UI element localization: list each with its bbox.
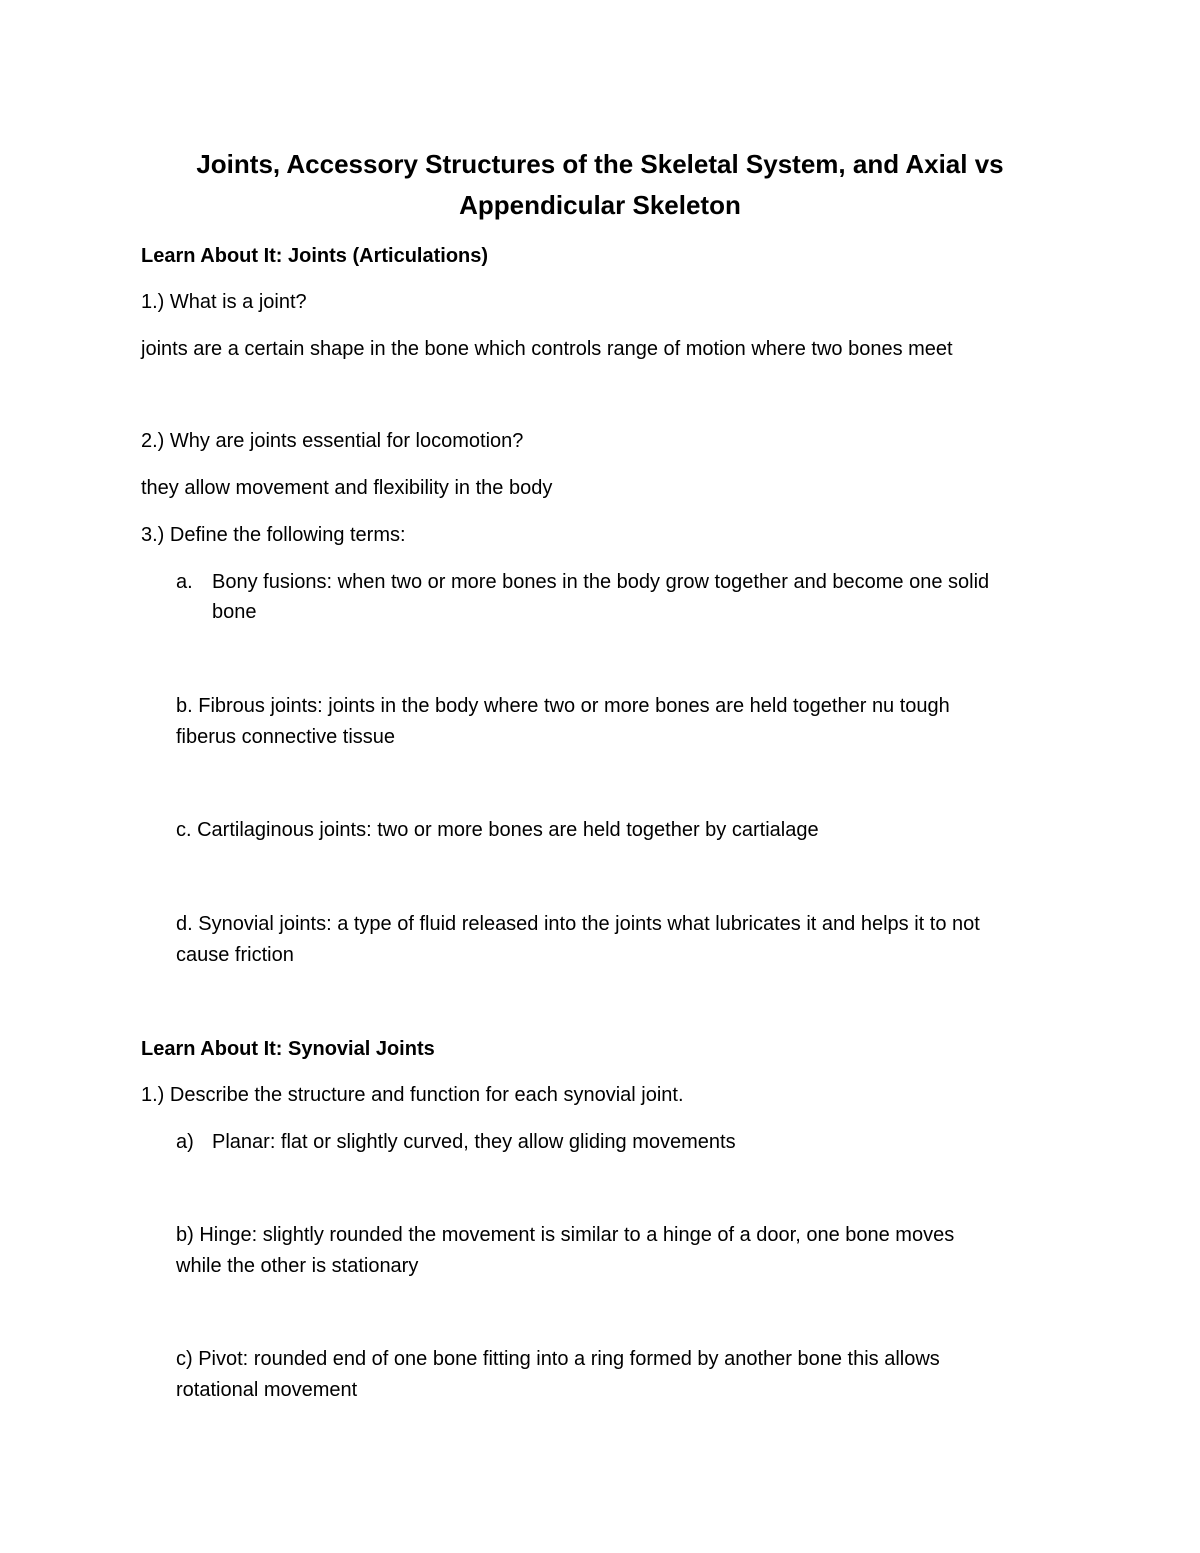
synovial-question-1: 1.) Describe the structure and function for each synovial joint. (141, 1084, 684, 1106)
question-3: 3.) Define the following terms: (141, 524, 406, 546)
term-bony-fusions-line-1: Bony fusions: when two or more bones in the body grow together and become one solid (212, 571, 990, 593)
term-synovial-joints-line-2: cause friction (176, 944, 294, 966)
item-hinge-line-1: b) Hinge: slightly rounded the movement is similar to a hinge of a door, one bone moves (176, 1224, 955, 1246)
item-pivot-line-2: rotational movement (176, 1379, 358, 1401)
item-pivot-line-1: c) Pivot: rounded end of one bone fitting into a ring formed by another bone this allows (176, 1348, 940, 1370)
term-fibrous-joints-line-1: b. Fibrous joints: joints in the body where two or more bones are held together nu tough (176, 695, 950, 717)
question-2: 2.) Why are joints essential for locomotion? (141, 430, 524, 452)
answer-2: they allow movement and flexibility in the body (141, 477, 553, 499)
list-marker-a-paren: a) (176, 1131, 194, 1153)
term-synovial-joints-line-1: d. Synovial joints: a type of fluid released into the joints what lubricates it and helps it to not (176, 913, 980, 935)
list-marker-a: a. (176, 571, 193, 593)
document-title-line-2: Appendicular Skeleton (459, 190, 741, 220)
answer-1: joints are a certain shape in the bone which controls range of motion where two bones meet (141, 338, 953, 360)
item-hinge-line-2: while the other is stationary (176, 1255, 419, 1277)
term-cartilaginous-joints: c. Cartilaginous joints: two or more bones are held together by cartialage (176, 819, 819, 841)
section-heading-joints: Learn About It: Joints (Articulations) (141, 245, 489, 267)
term-bony-fusions-line-2: bone (212, 601, 257, 623)
item-planar: Planar: flat or slightly curved, they allow gliding movements (212, 1131, 736, 1153)
document-title-line-1: Joints, Accessory Structures of the Skeletal System, and Axial vs (196, 149, 1004, 179)
section-heading-synovial: Learn About It: Synovial Joints (141, 1038, 435, 1060)
term-fibrous-joints-line-2: fiberus connective tissue (176, 726, 396, 748)
question-1: 1.) What is a joint? (141, 291, 307, 313)
